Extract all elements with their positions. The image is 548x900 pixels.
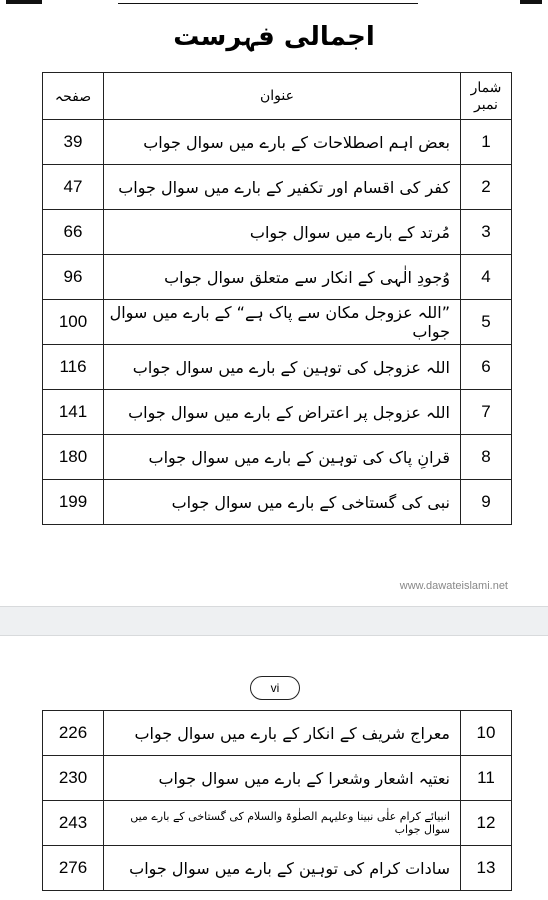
row-page-number: 276: [43, 846, 104, 891]
row-page-number: 230: [43, 756, 104, 801]
toc-row[interactable]: [43, 435, 512, 480]
row-page-number: 96: [43, 255, 104, 300]
row-number: 7: [461, 390, 512, 435]
row-number: 6: [461, 345, 512, 390]
row-number: 13: [461, 846, 512, 891]
toc-row[interactable]: [43, 300, 512, 345]
row-number: 3: [461, 210, 512, 255]
toc-table-page2: [42, 710, 512, 891]
toc-row[interactable]: [43, 210, 512, 255]
row-title: ”اللہ عزوجل مکان سے پاک ہے“ کے بارے میں سوال جواب: [104, 300, 461, 345]
row-number: 10: [461, 711, 512, 756]
row-page-number: 180: [43, 435, 104, 480]
row-number: 1: [461, 120, 512, 165]
row-number: 4: [461, 255, 512, 300]
row-title: قرانِ پاک کی توہین کے بارے میں سوال جواب: [104, 435, 461, 480]
row-page-number: 199: [43, 480, 104, 525]
row-page-number: 116: [43, 345, 104, 390]
page-number-label: vi: [250, 676, 300, 700]
toc-row[interactable]: [43, 165, 512, 210]
row-number: 5: [461, 300, 512, 345]
toc-row[interactable]: [43, 345, 512, 390]
top-page-edge: [0, 0, 548, 14]
row-page-number: 141: [43, 390, 104, 435]
page-title: اجمالی فہرست: [173, 22, 375, 52]
row-title: وُجودِ الٰہی کے انکار سے متعلق سوال جواب: [104, 255, 461, 300]
toc-row[interactable]: [43, 120, 512, 165]
toc-header-row: [43, 73, 512, 120]
row-page-number: 226: [43, 711, 104, 756]
header-number: شمار نمبر: [461, 73, 512, 120]
row-page-number: 66: [43, 210, 104, 255]
row-title: انبیائے کرام علٰی نبینا وعلیہم الصلٰوۃ والسلام کی گستاخی کے بارے میں سوال جواب: [104, 801, 461, 846]
row-number: 2: [461, 165, 512, 210]
row-title: نبی کی گستاخی کے بارے میں سوال جواب: [104, 480, 461, 525]
page-separator: [0, 606, 548, 636]
toc-row[interactable]: [43, 756, 512, 801]
row-number: 9: [461, 480, 512, 525]
toc-table-page1: [42, 72, 512, 525]
toc-row[interactable]: [43, 846, 512, 891]
row-title: معراج شریف کے انکار کے بارے میں سوال جواب: [104, 711, 461, 756]
toc-row[interactable]: [43, 711, 512, 756]
row-page-number: 100: [43, 300, 104, 345]
toc-row[interactable]: [43, 390, 512, 435]
website-watermark: www.dawateislami.net: [399, 580, 508, 592]
toc-row[interactable]: [43, 255, 512, 300]
row-number: 8: [461, 435, 512, 480]
row-page-number: 39: [43, 120, 104, 165]
toc-row[interactable]: [43, 801, 512, 846]
row-title: اللہ عزوجل پر اعتراض کے بارے میں سوال جواب: [104, 390, 461, 435]
toc-row[interactable]: [43, 480, 512, 525]
row-page-number: 243: [43, 801, 104, 846]
row-title: نعتیہ اشعار وشعرا کے بارے میں سوال جواب: [104, 756, 461, 801]
row-title: بعض اہم اصطلاحات کے بارے میں سوال جواب: [104, 120, 461, 165]
row-title: اللہ عزوجل کی توہین کے بارے میں سوال جواب: [104, 345, 461, 390]
row-page-number: 47: [43, 165, 104, 210]
row-number: 11: [461, 756, 512, 801]
row-title: سادات کرام کی توہین کے بارے میں سوال جواب: [104, 846, 461, 891]
header-title: عنوان: [104, 73, 461, 120]
row-number: 12: [461, 801, 512, 846]
header-page: صفحہ: [43, 73, 104, 120]
row-title: مُرتد کے بارے میں سوال جواب: [104, 210, 461, 255]
row-title: کفر کی اقسام اور تکفیر کے بارے میں سوال جواب: [104, 165, 461, 210]
